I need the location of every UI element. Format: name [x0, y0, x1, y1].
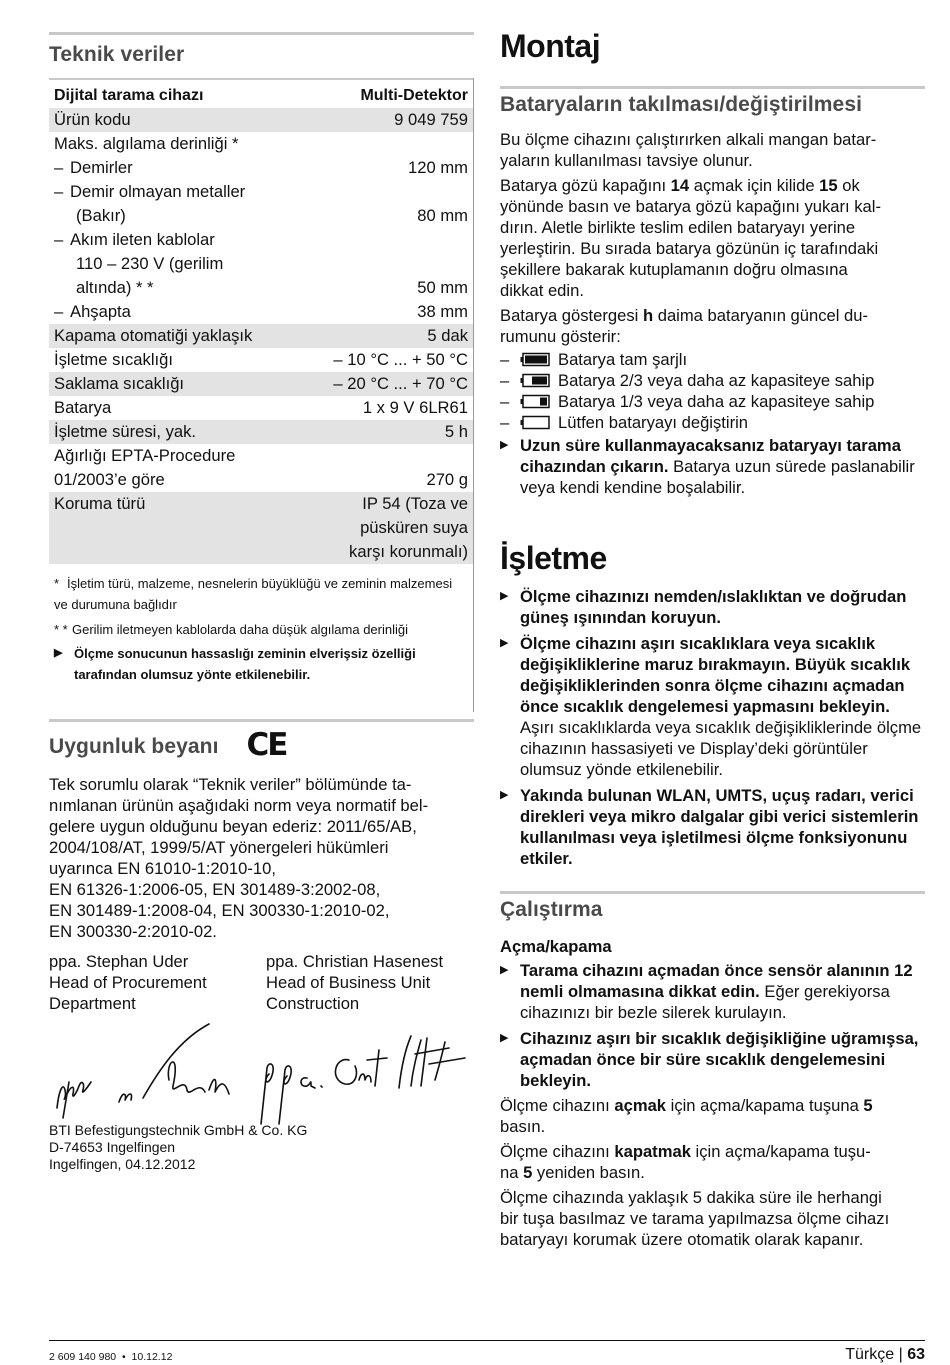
battery-section-header: [500, 86, 925, 117]
power-off-para: Ölçme cihazını kapatmak için açma/kapama tuşu- na 5 yeniden basın.: [500, 1142, 871, 1182]
ce-mark-icon: CE: [246, 727, 287, 763]
handwritten-signature-icon: [49, 1020, 474, 1130]
battery-para-2: Batarya gözü kapağını 14 açmak için kilide 15 ok yönünde basın ve batarya gözü kapağını yukarı kal- dırın. Aletle birlikte teslim edilen bataryayı yerine yerleştirin. Bu sırada batarya gözünün iç tarafındaki şekillere bakarak kutuplamanın doğru olmasına dikkat edin.: [500, 176, 881, 300]
table-row-protection: Koruma türü IP 54 (Toza ve püsküren suya karşı korunmalı): [49, 492, 474, 564]
conformity-section-header: [49, 719, 474, 763]
calistirma-bullet-2: ▶ Cihazınız aşırı bir sıcaklık değişikliğine uğramışsa, açmadan önce bir süre sıcaklık dengelemesini bekleyin.: [500, 1029, 919, 1090]
bullet-triangle-icon: ▶: [500, 637, 509, 649]
battery-warning: ▶ Uzun süre kullanmayacaksanız bataryayı tarama cihazından çıkarın. Batarya uzun sürede paslanabilir veya kendi kendine boşalabilir.: [500, 436, 915, 497]
footer-page-info: Türkçe | 63: [845, 1346, 925, 1363]
signers: ppa. Stephan Uder Head of Procurement Department ppa. Christian Hasenest Head of Business Unit Construction: [49, 952, 444, 1013]
bullet-triangle-icon: ▶: [500, 789, 509, 801]
battery-full-icon: [520, 352, 550, 367]
footnote-1: * İşletim türü, malzeme, nesnelerin büyüklüğü ve zeminin malzemesi ve durumuna bağlıdır: [54, 576, 453, 612]
table-row: İşletme sıcaklığı – 10 °C ... + 50 °C: [54, 350, 468, 369]
battery-para-1: Bu ölçme cihazını çalıştırırken alkali mangan batar- yaların kullanılması tavsiye olunur.: [500, 130, 877, 170]
table-row: Ürün kodu 9 049 759: [49, 108, 473, 132]
table-row: İşletme süresi, yak. 5 h: [49, 420, 473, 444]
battery-section-title: Bataryaların takılması/değiştirilmesi: [500, 93, 863, 116]
calistirma-section-header: [500, 891, 925, 922]
right-column: [500, 28, 925, 1250]
bullet-triangle-icon: ▶: [500, 590, 509, 602]
tech-title: Teknik veriler: [49, 43, 185, 66]
bullet-triangle-icon: ▶: [500, 439, 509, 451]
conformity-body: Tek sorumlu olarak “Teknik veriler” bölümünde ta- nımlanan ürünün aşağıdaki norm veya normatif bel- gelere uygun olduğunu beyan ederiz: 2011/65/AB, 2004/108/AT, 1999/5/AT yönergeleri hükümleri uyarınca EN 61010-1:2010-10, EN 61326-1:2006-05, EN 301489-3:2002-08, EN 301489-1:2008-04, EN 300330-1:2010-02, EN 300330-2:2010-02.: [49, 775, 429, 941]
footnote-2: * * Gerilim iletmeyen kablolarda daha düşük algılama derinliği: [54, 622, 409, 637]
table-row: Saklama sıcaklığı – 20 °C ... + 70 °C: [49, 372, 473, 396]
battery-one-third-icon: [520, 394, 550, 409]
power-on-para: Ölçme cihazını açmak için açma/kapama tuşuna 5 basın.: [500, 1096, 873, 1136]
signatures: [49, 1020, 474, 1130]
table-header-row: Dijital tarama cihazı Multi-Detektor: [54, 87, 468, 104]
footer-rule: [49, 1340, 925, 1341]
table-row-depth: Maks. algılama derinliği * – Demirler 120 mm – Demir olmayan metaller (Bakır) 80 mm – Akım ileten kablolar 110 – 230 V (gerilim altında) * * 50 mm – Ahşapta 38 mm: [54, 134, 468, 321]
footer-doc-info: 2 609 140 980 • 10.12.12: [49, 1351, 173, 1363]
list-item: – Lütfen bataryayı değiştirin: [500, 413, 749, 432]
auto-off-para: Ölçme cihazında yaklaşık 5 dakika süre ile herhangi bir tuşa basılmaz ve tarama yapılmazsa ölçme cihazı bataryayı korumak üzere otomatik olarak kapanır.: [500, 1188, 890, 1249]
calistirma-bullet-1: ▶ Tarama cihazını açmadan önce sensör alanının 12 nemli olmamasına dikkat edin. Eğer gerekiyorsa cihazınızı bir bezle silerek kurulayın.: [500, 961, 913, 1022]
isletme-title: İşletme: [500, 540, 607, 576]
table-row: Batarya 1 x 9 V 6LR61: [54, 398, 468, 417]
list-item: – Batarya 2/3 veya daha az kapasiteye sahip: [500, 371, 875, 390]
accuracy-note: ▶ Ölçme sonucunun hassaslığı zeminin elverişsiz özelliği tarafından olumsuz yönte etkilenebilir.: [49, 640, 474, 685]
list-item: – Batarya tam şarjlı: [500, 350, 688, 369]
conformity-title: Uygunluk beyanı: [49, 735, 219, 758]
bullet-triangle-icon: ▶: [54, 647, 63, 659]
battery-two-thirds-icon: [520, 373, 550, 388]
list-item: – Batarya 1/3 veya daha az kapasiteye sahip: [500, 392, 875, 411]
table-row: Kapama otomatiği yaklaşık 5 dak: [49, 324, 473, 348]
column-divider: [473, 78, 474, 712]
calistirma-subtitle: Açma/kapama: [500, 937, 612, 956]
bullet-triangle-icon: ▶: [500, 1032, 509, 1044]
isletme-bullet-1: ▶ Ölçme cihazınızı nemden/ıslaklıktan ve doğrudan güneş ışınından koruyun.: [500, 587, 907, 627]
calistirma-title: Çalıştırma: [500, 898, 603, 921]
tech-table: [49, 78, 474, 685]
page-number: 63: [907, 1346, 925, 1363]
left-column: [49, 32, 474, 1173]
footer-language: Türkçe: [845, 1346, 895, 1363]
bullet-triangle-icon: ▶: [500, 964, 509, 976]
isletme-bullet-2: ▶ Ölçme cihazını aşırı sıcaklıklara veya sıcaklık değişikliklerine maruz bırakmayın. Büyük sıcaklık değişikliklerinden sonra ölçme cihazını açmadan önce sıcaklık dengelemesi yapmasını bekleyin. Aşırı sıcaklıklarda veya sıcaklık değişikliklerinde ölçme cihazının hassasiyeti ve Display’deki görüntüler olumsuz yönde etkilenebilir.: [500, 634, 922, 779]
tech-section-header: [49, 32, 474, 67]
table-row-weight: Ağırlığı EPTA-Procedure 01/2003’e göre 270 g: [54, 446, 468, 489]
battery-para-3: Batarya göstergesi h daima bataryanın güncel du- rumunu gösterir:: [500, 306, 869, 346]
company-block: BTI Befestigungstechnik GmbH & Co. KG D-74653 Ingelfingen Ingelfingen, 04.12.2012: [49, 1122, 308, 1172]
battery-state-list: [500, 349, 925, 433]
battery-empty-icon: [520, 415, 550, 430]
isletme-bullet-3: ▶ Yakında bulunan WLAN, UMTS, uçuş radarı, verici direkleri veya mikro dalgalar gibi verici sistemlerin kullanılması veya işletilmesi ölçme fonksiyonunu etkiler.: [500, 786, 919, 868]
montaj-title: Montaj: [500, 28, 601, 64]
